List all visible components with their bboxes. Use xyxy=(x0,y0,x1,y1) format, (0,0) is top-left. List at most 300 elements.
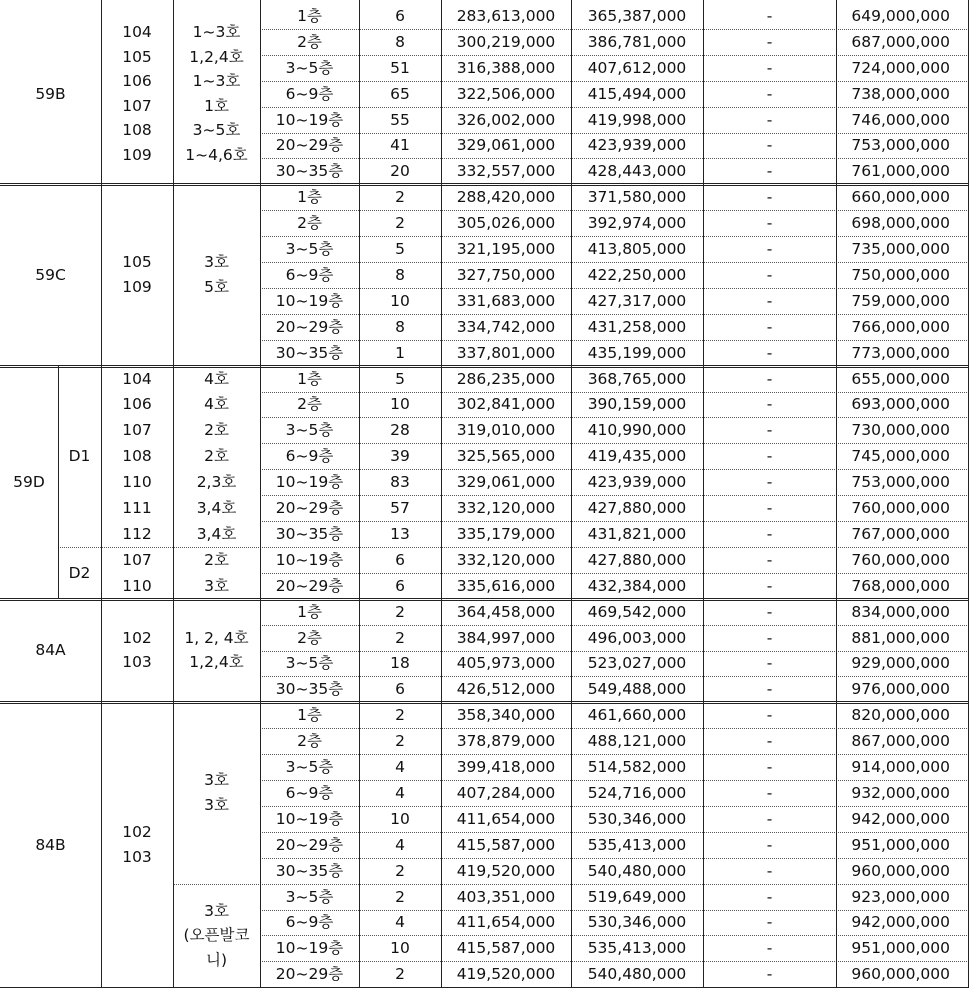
vat-cell: - xyxy=(766,162,773,181)
building-price-cell: 488,121,000 xyxy=(587,732,687,751)
building-price-cell: 415,494,000 xyxy=(587,84,687,103)
land-price-cell: 384,997,000 xyxy=(456,628,556,647)
ho-cell-line: 1호 xyxy=(204,96,229,115)
land-price-cell: 407,284,000 xyxy=(456,783,556,802)
building-price-cell: 419,998,000 xyxy=(587,110,687,129)
land-price-cell: 335,179,000 xyxy=(456,524,556,543)
land-price-cell: 415,587,000 xyxy=(456,835,556,854)
vat-cell: - xyxy=(766,110,773,129)
row-divider xyxy=(260,754,969,755)
column-divider xyxy=(703,0,704,987)
total-price-cell: 923,000,000 xyxy=(851,887,950,906)
building-price-cell: 435,199,000 xyxy=(587,343,687,362)
unit-count-cell: 2 xyxy=(395,706,405,725)
vat-cell: - xyxy=(766,758,773,777)
floor-cell: 6~9층 xyxy=(285,783,334,802)
vat-cell: - xyxy=(766,913,773,932)
building-price-cell: 386,781,000 xyxy=(587,32,687,51)
total-price-cell: 942,000,000 xyxy=(851,809,950,828)
unit-count-cell: 2 xyxy=(395,732,405,751)
total-price-cell: 698,000,000 xyxy=(851,214,950,233)
total-price-cell: 976,000,000 xyxy=(851,680,950,699)
type-cell: 84B xyxy=(35,835,66,854)
ho-cell: 2호 xyxy=(204,550,229,569)
unit-count-cell: 4 xyxy=(395,835,405,854)
land-price-cell: 419,520,000 xyxy=(456,965,556,984)
unit-count-cell: 6 xyxy=(395,576,405,595)
land-price-cell: 405,973,000 xyxy=(456,654,556,673)
total-price-cell: 942,000,000 xyxy=(851,913,950,932)
row-divider xyxy=(0,365,969,368)
land-price-cell: 337,801,000 xyxy=(456,343,556,362)
vat-cell: - xyxy=(766,240,773,259)
land-price-cell: 331,683,000 xyxy=(456,291,556,310)
land-price-cell: 419,520,000 xyxy=(456,861,556,880)
dong-cell: 108 xyxy=(122,447,152,466)
vat-cell: - xyxy=(766,395,773,414)
floor-cell: 1층 xyxy=(297,6,322,25)
vat-cell: - xyxy=(766,214,773,233)
unit-count-cell: 39 xyxy=(390,447,410,466)
land-price-cell: 332,120,000 xyxy=(456,499,556,518)
unit-count-cell: 2 xyxy=(395,965,405,984)
vat-cell: - xyxy=(766,602,773,621)
ho-cell-line: 1,2,4호 xyxy=(189,653,244,672)
row-divider xyxy=(260,29,969,30)
column-divider xyxy=(101,0,102,987)
row-divider xyxy=(260,625,969,626)
ho-cell-line: 3호 xyxy=(204,795,229,814)
row-divider xyxy=(260,935,969,936)
type-cell: 59D xyxy=(13,473,45,492)
row-divider xyxy=(260,236,969,237)
floor-cell: 30~35층 xyxy=(275,524,344,543)
subtype-cell: D1 xyxy=(68,447,91,466)
ho-cell-line: 3~5호 xyxy=(192,121,241,140)
dong-cell: 112 xyxy=(122,524,152,543)
building-price-cell: 549,488,000 xyxy=(587,680,687,699)
land-price-cell: 302,841,000 xyxy=(456,395,556,414)
total-price-cell: 753,000,000 xyxy=(851,473,950,492)
floor-cell: 30~35층 xyxy=(275,343,344,362)
unit-count-cell: 8 xyxy=(395,32,405,51)
ho-cell: 3호 xyxy=(204,576,229,595)
building-price-cell: 496,003,000 xyxy=(587,628,687,647)
total-price-cell: 738,000,000 xyxy=(851,84,950,103)
floor-cell: 1층 xyxy=(297,602,322,621)
dong-cell: 107 xyxy=(122,550,152,569)
ho-cell-line: 1, 2, 4호 xyxy=(184,628,249,647)
unit-count-cell: 8 xyxy=(395,265,405,284)
floor-cell: 30~35층 xyxy=(275,162,344,181)
floor-cell: 10~19층 xyxy=(275,110,344,129)
unit-count-cell: 4 xyxy=(395,783,405,802)
vat-cell: - xyxy=(766,32,773,51)
ho-cell-line: 1~3호 xyxy=(192,23,241,42)
total-price-cell: 768,000,000 xyxy=(851,576,950,595)
floor-cell: 2층 xyxy=(297,32,322,51)
ho-cell xyxy=(174,184,259,365)
floor-cell: 1층 xyxy=(297,369,322,388)
row-divider xyxy=(260,81,969,82)
land-price-cell: 329,061,000 xyxy=(456,473,556,492)
dong-cell-line: 104 xyxy=(122,23,152,42)
total-price-cell: 914,000,000 xyxy=(851,758,950,777)
unit-count-cell: 57 xyxy=(390,499,410,518)
dong-cell-line: 105 xyxy=(122,47,152,66)
unit-count-cell: 10 xyxy=(390,809,410,828)
building-price-cell: 535,413,000 xyxy=(587,939,687,958)
ho-cell: 3,4호 xyxy=(196,524,237,543)
floor-cell: 20~29층 xyxy=(275,835,344,854)
floor-cell: 10~19층 xyxy=(275,473,344,492)
vat-cell: - xyxy=(766,809,773,828)
row-divider xyxy=(260,340,969,341)
total-price-cell: 773,000,000 xyxy=(851,343,950,362)
land-price-cell: 334,742,000 xyxy=(456,317,556,336)
unit-count-cell: 18 xyxy=(390,654,410,673)
floor-cell: 2층 xyxy=(297,628,322,647)
building-price-cell: 410,990,000 xyxy=(587,421,687,440)
floor-cell: 3~5층 xyxy=(285,654,334,673)
vat-cell: - xyxy=(766,783,773,802)
land-price-cell: 403,351,000 xyxy=(456,887,556,906)
vat-cell: - xyxy=(766,58,773,77)
land-price-cell: 332,120,000 xyxy=(456,550,556,569)
dong-cell-line: 109 xyxy=(122,145,152,164)
row-divider xyxy=(260,314,969,315)
dong-cell: 106 xyxy=(122,395,152,414)
land-price-cell: 326,002,000 xyxy=(456,110,556,129)
building-price-cell: 407,612,000 xyxy=(587,58,687,77)
row-divider xyxy=(260,858,969,859)
dong-cell xyxy=(102,184,172,365)
vat-cell: - xyxy=(766,550,773,569)
floor-cell: 6~9층 xyxy=(285,265,334,284)
land-price-cell: 335,616,000 xyxy=(456,576,556,595)
ho-cell xyxy=(174,702,259,883)
building-price-cell: 540,480,000 xyxy=(587,965,687,984)
total-price-cell: 655,000,000 xyxy=(851,369,950,388)
building-price-cell: 423,939,000 xyxy=(587,473,687,492)
land-price-cell: 329,061,000 xyxy=(456,136,556,155)
building-price-cell: 392,974,000 xyxy=(587,214,687,233)
row-divider xyxy=(260,728,969,729)
total-price-cell: 759,000,000 xyxy=(851,291,950,310)
building-price-cell: 469,542,000 xyxy=(587,602,687,621)
ho-cell-line: (오픈발코 xyxy=(183,926,250,945)
vat-cell: - xyxy=(766,291,773,310)
row-divider xyxy=(260,392,969,393)
vat-cell: - xyxy=(766,136,773,155)
vat-cell: - xyxy=(766,732,773,751)
building-price-cell: 419,435,000 xyxy=(587,447,687,466)
row-divider xyxy=(260,417,969,418)
column-divider xyxy=(260,0,261,987)
dong-cell-line: 102 xyxy=(122,628,152,647)
ho-cell: 3,4호 xyxy=(196,499,237,518)
ho-cell: 4호 xyxy=(204,369,229,388)
unit-count-cell: 10 xyxy=(390,395,410,414)
type-cell: 84A xyxy=(35,641,66,660)
building-price-cell: 428,443,000 xyxy=(587,162,687,181)
floor-cell: 6~9층 xyxy=(285,447,334,466)
vat-cell: - xyxy=(766,188,773,207)
unit-count-cell: 10 xyxy=(390,939,410,958)
building-price-cell: 365,387,000 xyxy=(587,6,687,25)
land-price-cell: 364,458,000 xyxy=(456,602,556,621)
unit-count-cell: 2 xyxy=(395,602,405,621)
land-price-cell: 426,512,000 xyxy=(456,680,556,699)
land-price-cell: 322,506,000 xyxy=(456,84,556,103)
total-price-cell: 929,000,000 xyxy=(851,654,950,673)
dong-cell-line: 106 xyxy=(122,72,152,91)
dong-cell xyxy=(102,599,172,703)
building-price-cell: 540,480,000 xyxy=(587,861,687,880)
row-divider xyxy=(260,133,969,134)
ho-cell-line: 5호 xyxy=(204,277,229,296)
unit-count-cell: 20 xyxy=(390,162,410,181)
dong-cell-line: 103 xyxy=(122,653,152,672)
unit-count-cell: 65 xyxy=(390,84,410,103)
land-price-cell: 411,654,000 xyxy=(456,809,556,828)
unit-count-cell: 6 xyxy=(395,550,405,569)
row-divider xyxy=(0,987,969,988)
row-divider xyxy=(260,107,969,108)
floor-cell: 3~5층 xyxy=(285,887,334,906)
total-price-cell: 693,000,000 xyxy=(851,395,950,414)
row-divider xyxy=(260,495,969,496)
ho-cell xyxy=(174,884,259,988)
land-price-cell: 415,587,000 xyxy=(456,939,556,958)
floor-cell: 20~29층 xyxy=(275,136,344,155)
total-price-cell: 960,000,000 xyxy=(851,965,950,984)
unit-count-cell: 5 xyxy=(395,369,405,388)
ho-cell-line: 3호 xyxy=(204,253,229,272)
row-divider xyxy=(260,676,969,677)
total-price-cell: 951,000,000 xyxy=(851,939,950,958)
land-price-cell: 325,565,000 xyxy=(456,447,556,466)
total-price-cell: 660,000,000 xyxy=(851,188,950,207)
building-price-cell: 427,317,000 xyxy=(587,291,687,310)
floor-cell: 20~29층 xyxy=(275,576,344,595)
vat-cell: - xyxy=(766,524,773,543)
land-price-cell: 327,750,000 xyxy=(456,265,556,284)
vat-cell: - xyxy=(766,317,773,336)
total-price-cell: 761,000,000 xyxy=(851,162,950,181)
floor-cell: 20~29층 xyxy=(275,499,344,518)
column-divider xyxy=(441,0,442,987)
land-price-cell: 319,010,000 xyxy=(456,421,556,440)
unit-count-cell: 1 xyxy=(395,343,405,362)
row-divider xyxy=(0,598,969,601)
vat-cell: - xyxy=(766,6,773,25)
ho-cell: 2호 xyxy=(204,421,229,440)
row-divider xyxy=(0,701,969,704)
vat-cell: - xyxy=(766,861,773,880)
unit-count-cell: 10 xyxy=(390,291,410,310)
unit-count-cell: 4 xyxy=(395,758,405,777)
dong-cell-line: 103 xyxy=(122,847,152,866)
total-price-cell: 687,000,000 xyxy=(851,32,950,51)
floor-cell: 2층 xyxy=(297,395,322,414)
total-price-cell: 951,000,000 xyxy=(851,835,950,854)
vat-cell: - xyxy=(766,265,773,284)
ho-cell-line: 1~4,6호 xyxy=(185,145,248,164)
unit-count-cell: 6 xyxy=(395,6,405,25)
dong-cell xyxy=(102,702,172,987)
ho-cell-line: 3호 xyxy=(204,901,229,920)
row-divider xyxy=(260,158,969,159)
unit-count-cell: 28 xyxy=(390,421,410,440)
floor-cell: 3~5층 xyxy=(285,758,334,777)
dong-cell: 104 xyxy=(122,369,152,388)
unit-count-cell: 2 xyxy=(395,887,405,906)
building-price-cell: 519,649,000 xyxy=(587,887,687,906)
total-price-cell: 932,000,000 xyxy=(851,783,950,802)
floor-cell: 3~5층 xyxy=(285,240,334,259)
total-price-cell: 745,000,000 xyxy=(851,447,950,466)
ho-cell: 2호 xyxy=(204,447,229,466)
building-price-cell: 524,716,000 xyxy=(587,783,687,802)
total-price-cell: 766,000,000 xyxy=(851,317,950,336)
row-divider xyxy=(260,55,969,56)
row-divider xyxy=(260,210,969,211)
floor-cell: 10~19층 xyxy=(275,550,344,569)
building-price-cell: 432,384,000 xyxy=(587,576,687,595)
row-divider xyxy=(260,961,969,962)
row-divider xyxy=(260,469,969,470)
land-price-cell: 358,340,000 xyxy=(456,706,556,725)
dong-cell-line: 102 xyxy=(122,823,152,842)
unit-count-cell: 4 xyxy=(395,913,405,932)
vat-cell: - xyxy=(766,421,773,440)
total-price-cell: 760,000,000 xyxy=(851,499,950,518)
total-price-cell: 746,000,000 xyxy=(851,110,950,129)
row-divider xyxy=(260,288,969,289)
land-price-cell: 288,420,000 xyxy=(456,188,556,207)
building-price-cell: 423,939,000 xyxy=(587,136,687,155)
row-divider xyxy=(260,573,969,574)
column-divider xyxy=(571,0,572,987)
building-price-cell: 514,582,000 xyxy=(587,758,687,777)
column-divider xyxy=(58,366,59,599)
vat-cell: - xyxy=(766,84,773,103)
unit-count-cell: 55 xyxy=(390,110,410,129)
vat-cell: - xyxy=(766,654,773,673)
row-divider xyxy=(260,910,969,911)
total-price-cell: 834,000,000 xyxy=(851,602,950,621)
floor-cell: 1층 xyxy=(297,188,322,207)
vat-cell: - xyxy=(766,447,773,466)
floor-cell: 6~9층 xyxy=(285,913,334,932)
building-price-cell: 431,258,000 xyxy=(587,317,687,336)
total-price-cell: 750,000,000 xyxy=(851,265,950,284)
floor-cell: 10~19층 xyxy=(275,939,344,958)
row-divider xyxy=(260,443,969,444)
building-price-cell: 390,159,000 xyxy=(587,395,687,414)
vat-cell: - xyxy=(766,965,773,984)
dong-cell-line: 105 xyxy=(122,253,152,272)
unit-count-cell: 2 xyxy=(395,188,405,207)
vat-cell: - xyxy=(766,499,773,518)
building-price-cell: 431,821,000 xyxy=(587,524,687,543)
land-price-cell: 399,418,000 xyxy=(456,758,556,777)
vat-cell: - xyxy=(766,576,773,595)
type-cell: 59C xyxy=(35,265,66,284)
unit-count-cell: 13 xyxy=(390,524,410,543)
total-price-cell: 760,000,000 xyxy=(851,550,950,569)
ho-cell-line: 니) xyxy=(205,950,228,969)
building-price-cell: 422,250,000 xyxy=(587,265,687,284)
building-price-cell: 530,346,000 xyxy=(587,913,687,932)
total-price-cell: 960,000,000 xyxy=(851,861,950,880)
floor-cell: 2층 xyxy=(297,214,322,233)
total-price-cell: 767,000,000 xyxy=(851,524,950,543)
vat-cell: - xyxy=(766,835,773,854)
dong-cell-line: 109 xyxy=(122,277,152,296)
floor-cell: 30~35층 xyxy=(275,680,344,699)
row-divider xyxy=(58,547,969,548)
dong-cell: 107 xyxy=(122,421,152,440)
row-divider xyxy=(0,183,969,186)
land-price-cell: 286,235,000 xyxy=(456,369,556,388)
subtype-cell: D2 xyxy=(68,563,91,582)
dong-cell-line: 108 xyxy=(122,121,152,140)
land-price-cell: 378,879,000 xyxy=(456,732,556,751)
dong-cell: 110 xyxy=(122,576,152,595)
land-price-cell: 300,219,000 xyxy=(456,32,556,51)
building-price-cell: 371,580,000 xyxy=(587,188,687,207)
floor-cell: 3~5층 xyxy=(285,421,334,440)
land-price-cell: 332,557,000 xyxy=(456,162,556,181)
land-price-cell: 316,388,000 xyxy=(456,58,556,77)
unit-count-cell: 51 xyxy=(390,58,410,77)
building-price-cell: 523,027,000 xyxy=(587,654,687,673)
dong-cell-line: 107 xyxy=(122,96,152,115)
total-price-cell: 735,000,000 xyxy=(851,240,950,259)
total-price-cell: 649,000,000 xyxy=(851,6,950,25)
total-price-cell: 867,000,000 xyxy=(851,732,950,751)
ho-cell-line: 3호 xyxy=(204,771,229,790)
row-divider xyxy=(260,521,969,522)
unit-count-cell: 5 xyxy=(395,240,405,259)
total-price-cell: 730,000,000 xyxy=(851,421,950,440)
column-divider xyxy=(173,0,174,987)
ho-cell-line: 1~3호 xyxy=(192,72,241,91)
total-price-cell: 820,000,000 xyxy=(851,706,950,725)
row-divider xyxy=(260,780,969,781)
floor-cell: 10~19층 xyxy=(275,809,344,828)
land-price-cell: 305,026,000 xyxy=(456,214,556,233)
floor-cell: 1층 xyxy=(297,706,322,725)
ho-cell: 4호 xyxy=(204,395,229,414)
vat-cell: - xyxy=(766,628,773,647)
vat-cell: - xyxy=(766,369,773,388)
vat-cell: - xyxy=(766,343,773,362)
column-divider xyxy=(836,0,837,987)
floor-cell: 2층 xyxy=(297,732,322,751)
ho-cell: 2,3호 xyxy=(196,473,237,492)
row-divider xyxy=(260,806,969,807)
row-divider xyxy=(260,651,969,652)
unit-count-cell: 2 xyxy=(395,214,405,233)
unit-count-cell: 2 xyxy=(395,861,405,880)
floor-cell: 20~29층 xyxy=(275,317,344,336)
floor-cell: 10~19층 xyxy=(275,291,344,310)
type-cell: 59B xyxy=(35,84,66,103)
unit-count-cell: 41 xyxy=(390,136,410,155)
